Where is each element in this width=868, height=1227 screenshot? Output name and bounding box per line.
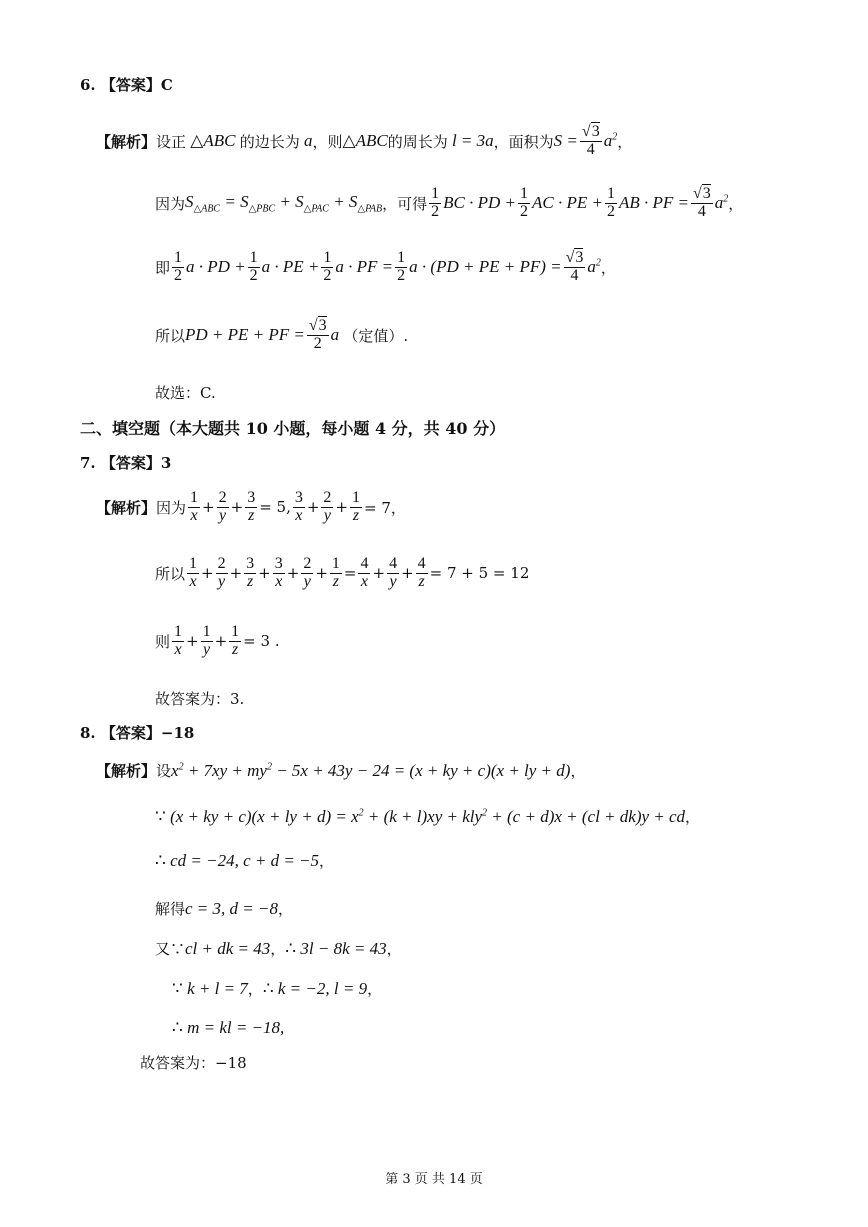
q8-line4: 解得 c = 3, d = −8 ，	[155, 898, 293, 918]
q8-line2: ∵ (x + ky + c)(x + ly + $d) = x^2 + (k + l)xy + kly^2 + (c + d)x + (cl + dk)y$ + cd ，	[155, 806, 701, 826]
q7-line1: 【解析】 因为 $\frac{1}{x}$ + $\frac{2}{y}$ + $\frac{3}{z}$ = 5, $\frac{3}{x}$ + $\frac{2}{y}$ + $\frac{1}{z}$ = 7，	[96, 489, 406, 524]
q8-answer: 故答案为：−18	[140, 1054, 247, 1072]
q8-heading: 8. 【答案】−18	[80, 724, 195, 742]
q6-line4: 所以 PD + PE + PF = $\frac{√3}{2}$ a （定值）.	[155, 317, 409, 352]
q8-line7: ∴ m = kl = −18,	[172, 1018, 285, 1037]
section-title: 二、填空题（本大题共 10 小题，每小题 4 分，共 40 分）	[80, 419, 506, 438]
q6-line3: 即 $\frac{1}{2}$ a · PD + $\frac{1}{2}$ a · PE + $\frac{1}{2}$ a · PF = $\frac{1}{2}$ a · (PD + PE + PF) = $\frac{√3}{4}$ $a^2$ ，	[155, 249, 616, 284]
q6-line2: 因为 $S_{\triangle ABC} = S_{\triangle PBC} + S_{\triangle PAC} + S_{\triangle PAB}$ ，可得 $\frac{1}{2}$ BC · PD + $\frac{1}{2}$ AC · PE + $\frac{1}{2}$ AB · PF = $\frac{√3}{4}$ $a^2$ ，	[155, 185, 744, 220]
q6-heading: 6. 【答案】C	[80, 76, 173, 94]
page-footer: 第 3 页 共 14 页	[385, 1172, 483, 1187]
q8-line1: 【解析】 设 $x^2 + 7xy + my^2 - 5x + 43y - 24 = (x$ + ky + c)(x + ly + d) ，	[96, 760, 586, 780]
q8-line5: 又∵ cl + dk = 43 ， ∴ 3l − 8k = 43 ，	[155, 938, 402, 958]
q7-heading: 7. 【答案】3	[80, 454, 172, 472]
q8-line6: ∵ k + l = 7 ， ∴ k = −2, l = 9 ，	[172, 978, 383, 998]
q7-line2: 所以 $\frac{1}{x}$ + $\frac{2}{y}$ + $\frac{3}{z}$ + $\frac{3}{x}$ + $\frac{2}{y}$ + $\frac{1}{z}$ = $\frac{4}{x}$ + $\frac{4}{y}$ + $\frac{4}{z}$ = 7 + 5 = 12	[155, 555, 530, 590]
q7-answer: 故答案为：3.	[155, 690, 245, 708]
q7-line3: 则 $\frac{1}{x}$ + $\frac{1}{y}$ + $\frac{1}{z}$ = 3 .	[155, 623, 280, 658]
q6-line1: 【解析】 设正 △ABC 的边长为 a ，则 △ABC 的周长为 l = 3a ，面积为 S = $\frac{√3}{4}$ $a^2$ ，	[96, 123, 633, 158]
q6-choice: 故选：C.	[155, 384, 216, 402]
jiexi-label: 【解析】	[96, 132, 157, 151]
q8-line3: ∴ cd = −24, c + d = −5 ，	[155, 850, 335, 870]
